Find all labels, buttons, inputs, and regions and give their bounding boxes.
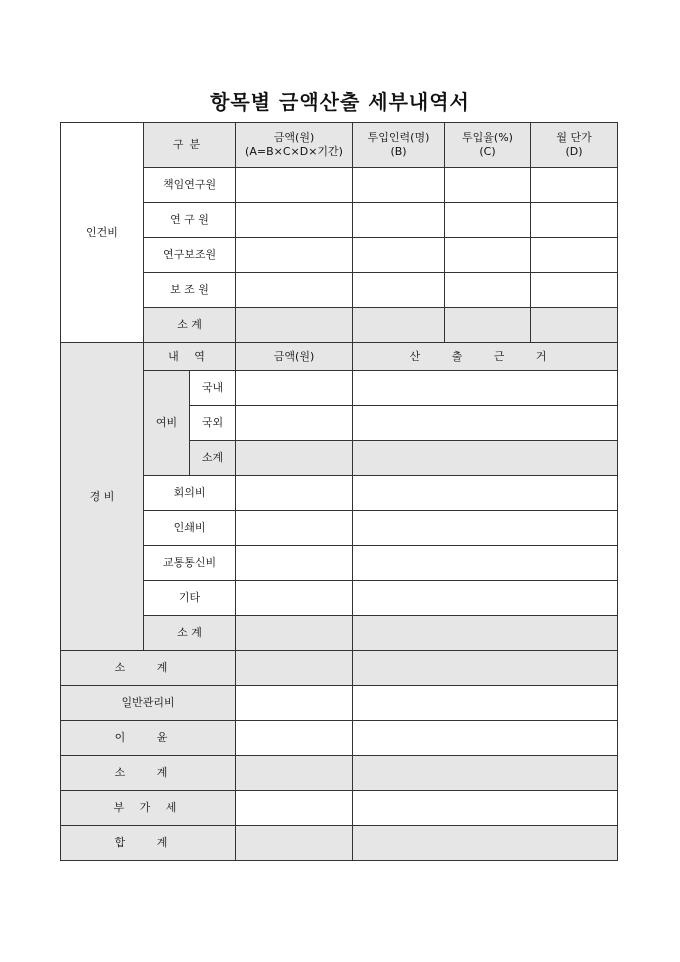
staff-cell[interactable] bbox=[353, 308, 445, 343]
amount-cell[interactable] bbox=[236, 756, 353, 791]
amount-cell[interactable] bbox=[236, 168, 353, 203]
personnel-subtotal-row bbox=[61, 308, 618, 343]
amount-cell[interactable] bbox=[236, 406, 353, 441]
amount-cell[interactable] bbox=[236, 616, 353, 651]
basis-cell[interactable] bbox=[353, 686, 618, 721]
monthly-cell[interactable] bbox=[531, 273, 618, 308]
basis-cell[interactable] bbox=[353, 791, 618, 826]
amount-cell[interactable] bbox=[236, 791, 353, 826]
expense-row-label: 인쇄비 bbox=[144, 511, 236, 546]
page-title: 항목별 금액산출 세부내역서 bbox=[210, 90, 470, 114]
table-row bbox=[61, 371, 618, 406]
personnel-row-label: 연구보조원 bbox=[144, 238, 236, 273]
staff-cell[interactable] bbox=[353, 273, 445, 308]
travel-row-label: 국내 bbox=[190, 371, 236, 406]
input-rate-code: (C) bbox=[479, 145, 496, 158]
category-header: 구분 bbox=[144, 123, 236, 168]
expenses-subtotal-row bbox=[61, 616, 618, 651]
monthly-cell[interactable] bbox=[531, 203, 618, 238]
table-row bbox=[61, 546, 618, 581]
rate-cell[interactable] bbox=[445, 203, 531, 238]
personnel-section-label: 인건비 bbox=[61, 123, 144, 343]
rate-cell[interactable] bbox=[445, 168, 531, 203]
amount-cell[interactable] bbox=[236, 371, 353, 406]
table-row bbox=[61, 581, 618, 616]
monthly-cell[interactable] bbox=[531, 308, 618, 343]
personnel-row-label: 책임연구원 bbox=[144, 168, 236, 203]
amount-cell[interactable] bbox=[236, 581, 353, 616]
basis-cell[interactable] bbox=[353, 756, 618, 791]
summary-row bbox=[61, 721, 618, 756]
summary-label: 일반관리비 bbox=[61, 686, 236, 721]
rate-cell[interactable] bbox=[445, 273, 531, 308]
amount-cell[interactable] bbox=[236, 273, 353, 308]
amount-cell[interactable] bbox=[236, 308, 353, 343]
expenses-section-label: 경 비 bbox=[61, 343, 144, 651]
basis-cell[interactable] bbox=[353, 546, 618, 581]
cost-breakdown-table bbox=[60, 122, 618, 861]
expense-row-label: 기타 bbox=[144, 581, 236, 616]
basis-cell[interactable] bbox=[353, 406, 618, 441]
summary-label: 이 윤 bbox=[61, 721, 236, 756]
summary-row bbox=[61, 651, 618, 686]
travel-row-label: 국외 bbox=[190, 406, 236, 441]
amount-cell[interactable] bbox=[236, 651, 353, 686]
amount-header bbox=[236, 123, 353, 168]
amount-cell[interactable] bbox=[236, 203, 353, 238]
input-staff-label: 투입인력(명) bbox=[367, 131, 430, 144]
monthly-cell[interactable] bbox=[531, 238, 618, 273]
rate-cell[interactable] bbox=[445, 308, 531, 343]
basis-cell[interactable] bbox=[353, 441, 618, 476]
amount-cell[interactable] bbox=[236, 476, 353, 511]
table-row bbox=[61, 168, 618, 203]
summary-label: 합 계 bbox=[61, 826, 236, 861]
expense-amount-header: 금액(원) bbox=[236, 343, 353, 371]
basis-cell[interactable] bbox=[353, 581, 618, 616]
summary-row bbox=[61, 686, 618, 721]
travel-label: 여비 bbox=[144, 371, 190, 476]
input-staff-header bbox=[353, 123, 445, 168]
input-staff-code: (B) bbox=[390, 145, 407, 158]
summary-label: 부 가 세 bbox=[61, 791, 236, 826]
staff-cell[interactable] bbox=[353, 238, 445, 273]
monthly-cell[interactable] bbox=[531, 168, 618, 203]
rate-cell[interactable] bbox=[445, 238, 531, 273]
basis-cell[interactable] bbox=[353, 721, 618, 756]
summary-label: 소 계 bbox=[61, 651, 236, 686]
amount-cell[interactable] bbox=[236, 826, 353, 861]
table-row bbox=[61, 203, 618, 238]
basis-cell[interactable] bbox=[353, 511, 618, 546]
amount-cell[interactable] bbox=[236, 238, 353, 273]
basis-cell[interactable] bbox=[353, 826, 618, 861]
expense-row-label: 회의비 bbox=[144, 476, 236, 511]
amount-cell[interactable] bbox=[236, 511, 353, 546]
table-row bbox=[61, 476, 618, 511]
basis-cell[interactable] bbox=[353, 616, 618, 651]
basis-cell[interactable] bbox=[353, 651, 618, 686]
staff-cell[interactable] bbox=[353, 168, 445, 203]
amount-cell[interactable] bbox=[236, 441, 353, 476]
personnel-row-label: 연 구 원 bbox=[144, 203, 236, 238]
expenses-subtotal-label: 소 계 bbox=[144, 616, 236, 651]
item-header: 내 역 bbox=[144, 343, 236, 371]
monthly-cost-label: 월 단가 bbox=[556, 131, 592, 144]
personnel-row-label: 보 조 원 bbox=[144, 273, 236, 308]
personnel-subtotal-label: 소 계 bbox=[144, 308, 236, 343]
monthly-cost-header bbox=[531, 123, 618, 168]
amount-header-label: 금액(원) bbox=[273, 131, 315, 144]
basis-cell[interactable] bbox=[353, 476, 618, 511]
summary-row bbox=[61, 791, 618, 826]
travel-row-label: 소계 bbox=[190, 441, 236, 476]
summary-label: 소 계 bbox=[61, 756, 236, 791]
amount-formula: (A=B×C×D×기간) bbox=[245, 145, 343, 158]
amount-cell[interactable] bbox=[236, 546, 353, 581]
table-row bbox=[61, 511, 618, 546]
expense-row-label: 교통통신비 bbox=[144, 546, 236, 581]
basis-cell[interactable] bbox=[353, 371, 618, 406]
table-row bbox=[61, 273, 618, 308]
input-rate-header bbox=[445, 123, 531, 168]
table-row bbox=[61, 238, 618, 273]
staff-cell[interactable] bbox=[353, 203, 445, 238]
monthly-cost-code: (D) bbox=[565, 145, 583, 158]
basis-header: 산 출 근 거 bbox=[353, 343, 618, 371]
summary-row bbox=[61, 756, 618, 791]
input-rate-label: 투입율(%) bbox=[462, 131, 513, 144]
summary-row bbox=[61, 826, 618, 861]
amount-cell[interactable] bbox=[236, 721, 353, 756]
amount-cell[interactable] bbox=[236, 686, 353, 721]
